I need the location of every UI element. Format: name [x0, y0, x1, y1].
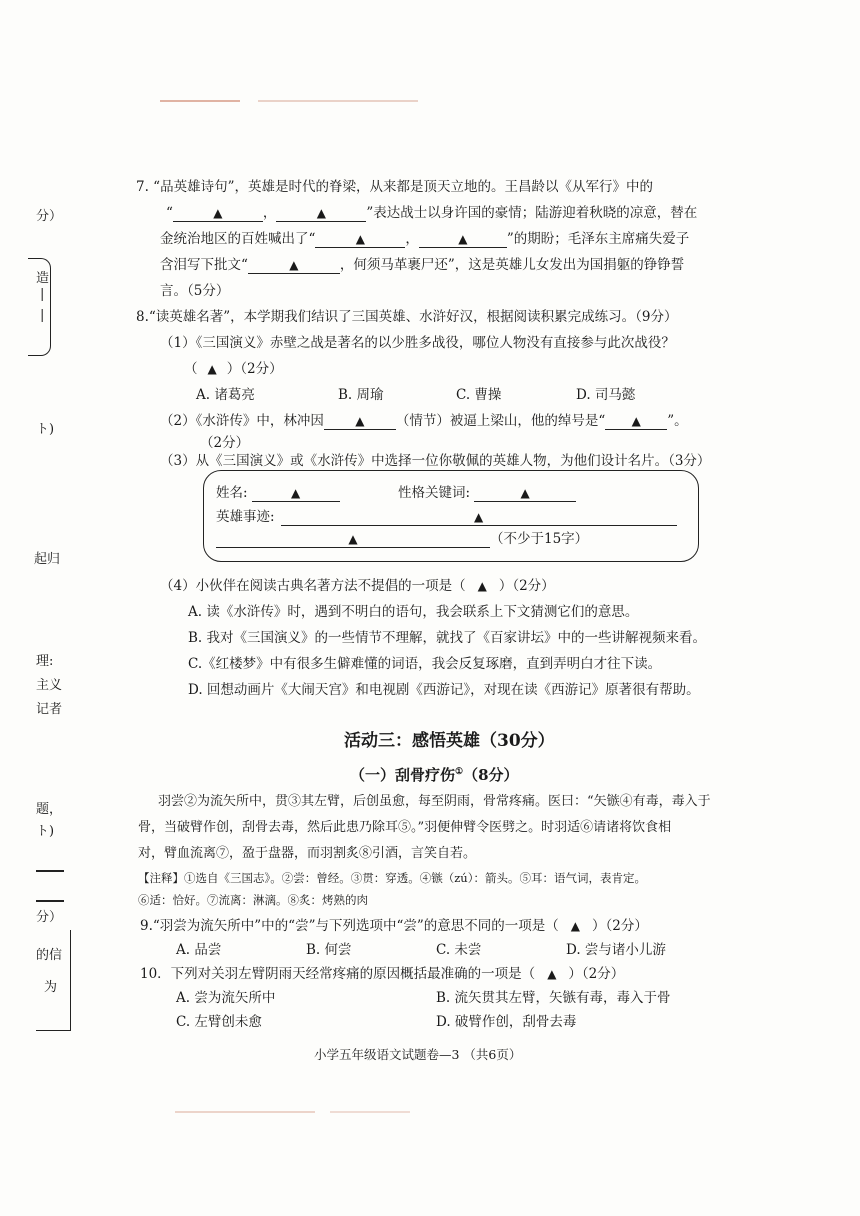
margin-fragment: |: [40, 308, 45, 323]
notes-line-2: ⑥适：恰好。⑦流离：淋漓。⑧炙：烤熟的肉: [138, 893, 368, 907]
margin-bracket: [28, 258, 51, 356]
q9-option-a: A. 品尝: [176, 942, 222, 958]
card-deeds-blank-1[interactable]: ▲: [281, 509, 677, 526]
q8-part2-blank-plot[interactable]: ▲: [324, 413, 396, 430]
card-name-blank[interactable]: ▲: [252, 485, 340, 502]
q9-answer-blank[interactable]: ▲: [570, 919, 581, 933]
classical-text-line-1: 羽尝②为流矢所中，贯③其左臂，后创虽愈，每至阴雨，骨常疼痛。医曰：“矢镞④有毒，毒入于: [158, 794, 711, 809]
margin-fragment: 记者: [36, 702, 63, 717]
q8-part2: （2）《水浒传》中，林冲因 ▲ （情节）被逼上梁山，他的绰号是“ ▲ ”。: [160, 413, 688, 429]
q10-option-d: D. 破臂作创，刮骨去毒: [436, 1014, 577, 1030]
card-keyword-row: 性格关键词: ▲: [398, 483, 576, 503]
q9-stem: 9.“羽尝为流矢所中”中的“尝”与下列选项中“尝”的意思不同的一项是（ ▲ ）（2分）: [140, 918, 648, 934]
margin-fragment: |: [40, 287, 45, 302]
q8-part4-option-b: B. 我对《三国演义》的一些情节不理解，就找了《百家讲坛》中的一些讲解视频来看。: [188, 630, 707, 646]
margin-bracket: [36, 930, 71, 1031]
q8-part1-option-a: A. 诸葛亮: [196, 387, 255, 403]
q8-part4: （4）小伙伴在阅读古典名著方法不提倡的一项是（ ▲ ）（2分）: [160, 578, 555, 594]
q8-part4-option-d: D. 回想动画片《大闹天宫》和电视剧《西游记》，对现在读《西游记》原著很有帮助。: [188, 682, 700, 698]
margin-fragment: 主义: [36, 678, 63, 693]
q7-blank-1[interactable]: ▲: [173, 205, 263, 222]
q8-part2-score: （2分）: [200, 435, 250, 451]
q10-option-c: C. 左臂创未愈: [176, 1014, 262, 1030]
margin-rule: [36, 870, 64, 872]
q8-intro: 8.“读英雄名著”，本学期我们结识了三国英雄、水浒好汉，根据阅读积累完成练习。（9分）: [136, 309, 678, 325]
margin-fragment: 为: [44, 980, 58, 995]
q9-option-d: D. 尝与诸小儿游: [566, 942, 666, 958]
q8-part1-option-b: B. 周瑜: [338, 387, 384, 403]
margin-fragment: 造: [36, 271, 50, 286]
card-keyword-blank[interactable]: ▲: [474, 485, 576, 502]
q7-line-2: “ ▲ ， ▲ ”表达战士以身许国的豪情；陆游迎着秋晓的凉意，替在: [166, 205, 698, 221]
section-3-subtitle: （一）刮骨疗伤①（8分）: [350, 766, 519, 784]
q8-part4-option-a: A. 读《水浒传》时，遇到不明白的语句，我会联系上下文猜测它们的意思。: [188, 604, 639, 620]
q7-blank-4[interactable]: ▲: [419, 231, 507, 248]
q10-stem: 10．下列对关羽左臂阴雨天经常疼痛的原因概括最准确的一项是（ ▲ ）（2分）: [140, 966, 625, 982]
card-deeds-blank-2[interactable]: ▲: [216, 531, 490, 548]
q7-blank-2[interactable]: ▲: [276, 205, 366, 222]
classical-text-line-2: 骨，当破臂作创，刮骨去毒，然后此患乃除耳⑤。”羽便伸臂令医劈之。时羽适⑥请诸将饮食相: [138, 820, 672, 835]
page-footer: 小学五年级语文试题卷—3 （共6页）: [314, 1047, 522, 1062]
q9-option-b: B. 何尝: [306, 942, 352, 958]
notes-line-1: 【注释】①选自《三国志》。②尝：曾经。③贯：穿透。④镞（zú）：箭头。⑤耳：语气词，表肯定。: [138, 871, 646, 885]
margin-fragment: ト): [36, 422, 55, 437]
q7-blank-5[interactable]: ▲: [248, 257, 340, 274]
margin-fragment: 理:: [36, 654, 54, 669]
q8-part4-answer-blank[interactable]: ▲: [477, 579, 487, 593]
q8-part4-option-c: C.《红楼梦》中有很多生僻难懂的词语，我会反复琢磨，直到弄明白才往下读。: [188, 656, 662, 672]
q7-line-1: 7. “品英雄诗句”，英雄是时代的脊梁，从来都是顶天立地的。王昌龄以《从军行》中的: [136, 179, 653, 195]
q7-blank-3[interactable]: ▲: [315, 231, 405, 248]
q9-option-c: C. 未尝: [436, 942, 482, 958]
q10-answer-blank[interactable]: ▲: [547, 967, 557, 981]
q8-part1-answer-blank[interactable]: ▲: [207, 362, 217, 376]
q8-part1-answer: （ ▲ ）（2分）: [184, 361, 283, 377]
q7-line-5: 言。（5分）: [160, 283, 230, 299]
card-deeds-row: 英雄事迹: ▲: [216, 507, 677, 527]
q8-part3: （3）从《三国演义》或《水浒传》中选择一位你敬佩的英雄人物，为他们设计名片。（3分）: [160, 453, 711, 469]
q7-line-4: 含泪写下批文“ ▲ ，何须马革裹尸还”，这是英雄儿女发出为国捐躯的铮铮誓: [160, 257, 685, 273]
q8-part1-option-c: C. 曹操: [456, 387, 502, 403]
q7-line-3: 金统治地区的百姓喊出了“ ▲ ， ▲ ”的期盼；毛泽东主席痛失爱子: [160, 231, 690, 247]
margin-fragment: 题，: [36, 802, 63, 817]
margin-fragment: 起归: [34, 552, 61, 567]
margin-rule: [36, 900, 64, 902]
q8-part2-blank-nickname[interactable]: ▲: [605, 413, 667, 430]
q10-option-a: A. 尝为流矢所中: [176, 990, 276, 1006]
margin-fragment: 的信: [36, 948, 63, 963]
q8-part1-option-d: D. 司马懿: [576, 387, 636, 403]
margin-fragment: ト): [36, 824, 55, 839]
section-3-title: 活动三：感悟英雄（30分）: [344, 731, 555, 751]
card-deeds-row-2: ▲ （不少于15字）: [216, 529, 588, 549]
classical-text-line-3: 对，臂血流离⑦，盈于盘器，而羽割炙⑧引酒，言笑自若。: [138, 846, 477, 861]
card-name-row: 姓名: ▲: [216, 483, 340, 503]
q10-option-b: B. 流矢贯其左臂，矢镞有毒，毒入于骨: [436, 990, 671, 1006]
q8-part1: （1）《三国演义》赤壁之战是著名的以少胜多战役，哪位人物没有直接参与此次战役？: [160, 335, 675, 351]
margin-fragment: 分）: [36, 209, 63, 224]
margin-fragment: 分）: [36, 910, 63, 925]
